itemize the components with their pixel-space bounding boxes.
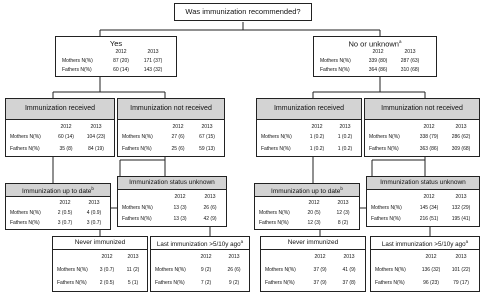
year-2013: 2013 [147,49,159,55]
yes-fathers-2012: 60 (14) [113,67,129,73]
no-received-mothers-2013: 1 (0.2) [337,134,353,140]
fathers-label: Fathers N(%) [261,146,291,152]
no-received-header [256,98,362,120]
mothers-label: Mothers N(%) [122,205,153,211]
yes-received-title: Immunization received [24,105,96,112]
no-fathers-2012: 364 (86) [368,67,388,73]
yes-last-mothers-2013: 26 (6) [227,267,241,273]
yes-status-unknown-fathers-2012: 13 (3) [173,216,187,222]
year-2013: 2013 [455,194,467,200]
yes-never-table [52,249,148,292]
fathers-label: Fathers N(%) [62,67,92,73]
fathers-label: Fathers N(%) [375,280,405,286]
no-never-mothers-2012: 37 (9) [313,267,327,273]
no-status-unknown-header [366,176,480,190]
mothers-label: Mothers N(%) [155,267,186,273]
yes-not-received-header [117,98,225,120]
year-2013: 2013 [201,124,213,130]
yes-received-fathers-2013: 84 (19) [88,146,104,152]
year-2013: 2013 [204,194,216,200]
no-not-received-mothers-2012: 338 (79) [419,134,439,140]
no-up-to-date-fathers-2012: 12 (3) [307,220,321,226]
year-2013: 2013 [90,124,102,130]
yes-status-unknown-title: Immunization status unknown [129,179,215,186]
no-node [313,36,437,77]
mothers-label: Mothers N(%) [261,134,292,140]
mothers-label: Mothers N(%) [259,210,290,216]
yes-up-to-date-mothers-2013: 4 (0.9) [86,210,102,216]
fathers-label: Fathers N(%) [369,146,399,152]
footnote-a: a [465,239,469,244]
no-title [314,39,436,49]
yes-last-table [150,249,250,292]
year-2013: 2013 [127,254,139,260]
no-last-mothers-2013: 101 (22) [451,267,471,273]
yes-never-fathers-2012: 2 (0.5) [99,280,115,286]
fathers-label: Fathers N(%) [155,280,185,286]
no-mothers-2012: 339 (80) [368,58,388,64]
yes-node [55,36,177,77]
no-status-unknown-mothers-2013: 132 (29) [451,205,471,211]
no-not-received-table [364,119,480,157]
no-status-unknown-title: Immunization status unknown [380,179,466,186]
mothers-label: Mothers N(%) [265,267,296,273]
no-last-fathers-2013: 79 (17) [453,280,469,286]
year-2013: 2013 [404,49,416,55]
year-2012: 2012 [423,124,435,130]
yes-last-mothers-2012: 9 (2) [200,267,212,273]
no-never-header [260,236,366,250]
year-2013: 2013 [228,254,240,260]
footnote-b: b [340,186,343,191]
no-never-table [260,249,366,292]
no-last-title [371,239,479,248]
yes-title: Yes [109,39,123,48]
yes-up-to-date-fathers-2013: 3 (0.7) [86,220,102,226]
year-2012: 2012 [101,254,113,260]
no-received-fathers-2013: 1 (0.2) [337,146,353,152]
no-last-table [370,249,480,292]
year-2012: 2012 [60,124,72,130]
no-status-unknown-fathers-2012: 216 (51) [419,216,439,222]
footnote-b: b [91,186,94,191]
fathers-label: Fathers N(%) [57,280,87,286]
no-up-to-date-table [254,196,360,230]
year-2013: 2013 [88,200,100,206]
yes-status-unknown-header [117,176,227,190]
no-last-title-text: Last immunization >5/10y ago [381,241,466,249]
no-never-fathers-2012: 37 (9) [313,280,327,286]
yes-last-title [151,239,249,248]
yes-never-title: Never immunized [74,239,126,246]
no-fathers-2013: 310 (68) [400,67,420,73]
yes-status-unknown-fathers-2013: 42 (9) [203,216,217,222]
yes-received-table [5,119,115,157]
root-question-box [174,3,312,21]
no-up-to-date-fathers-2013: 8 (2) [337,220,349,226]
yes-not-received-fathers-2013: 59 (13) [199,146,215,152]
yes-up-to-date-header [5,183,111,197]
yes-last-header [150,236,250,250]
year-2012: 2012 [423,194,435,200]
no-up-to-date-header [254,183,360,197]
no-not-received-fathers-2012: 363 (86) [419,146,439,152]
no-up-to-date-mothers-2012: 20 (5) [307,210,321,216]
yes-last-fathers-2013: 9 (2) [228,280,240,286]
year-2012: 2012 [308,200,320,206]
no-never-fathers-2013: 37 (8) [342,280,356,286]
no-never-title: Never immunized [287,239,339,246]
no-mothers-2013: 287 (63) [400,58,420,64]
mothers-label: Mothers N(%) [369,134,400,140]
year-2012: 2012 [115,49,127,55]
yes-received-header [5,98,115,120]
year-2013: 2013 [455,254,467,260]
yes-not-received-fathers-2012: 25 (6) [171,146,185,152]
footnote-a: a [398,39,402,44]
year-2012: 2012 [372,49,384,55]
mothers-label: Mothers N(%) [320,58,351,64]
fathers-label: Fathers N(%) [259,220,289,226]
no-up-to-date-title [255,186,359,195]
fathers-label: Fathers N(%) [371,216,401,222]
no-status-unknown-table [366,189,480,227]
no-title-text: No or unknown [348,39,399,49]
yes-never-fathers-2013: 5 (1) [127,280,139,286]
no-not-received-header [364,98,480,120]
yes-up-to-date-fathers-2012: 3 (0.7) [57,220,73,226]
year-2012: 2012 [172,124,184,130]
mothers-label: Mothers N(%) [371,205,402,211]
year-2013: 2013 [455,124,467,130]
yes-not-received-mothers-2012: 27 (6) [171,134,185,140]
no-received-title: Immunization received [273,105,345,112]
yes-status-unknown-mothers-2012: 13 (3) [173,205,187,211]
no-received-fathers-2012: 1 (0.2) [309,146,325,152]
year-2012: 2012 [59,200,71,206]
yes-up-to-date-title-text: Immunization up to date [22,188,92,196]
no-last-mothers-2012: 136 (32) [421,267,441,273]
fathers-label: Fathers N(%) [122,216,152,222]
yes-fathers-2013: 143 (32) [143,67,163,73]
yes-received-mothers-2012: 60 (14) [58,134,74,140]
yes-up-to-date-mothers-2012: 2 (0.5) [57,210,73,216]
yes-received-fathers-2012: 35 (8) [59,146,73,152]
mothers-label: Mothers N(%) [10,210,41,216]
yes-status-unknown-table [117,189,227,227]
yes-mothers-2013: 171 (37) [143,58,163,64]
fathers-label: Fathers N(%) [265,280,295,286]
yes-up-to-date-table [5,196,111,230]
mothers-label: Mothers N(%) [62,58,93,64]
no-received-mothers-2012: 1 (0.2) [309,134,325,140]
fathers-label: Fathers N(%) [320,67,350,73]
yes-received-mothers-2013: 104 (23) [86,134,106,140]
mothers-label: Mothers N(%) [57,267,88,273]
yes-not-received-mothers-2013: 67 (15) [199,134,215,140]
no-last-header [370,236,480,250]
yes-last-fathers-2012: 7 (2) [200,280,212,286]
root-question: Was immunization recommended? [185,7,301,16]
no-never-mothers-2013: 41 (9) [342,267,356,273]
footnote-a: a [240,239,244,244]
yes-never-header [52,236,148,250]
mothers-label: Mothers N(%) [375,267,406,273]
no-up-to-date-mothers-2013: 12 (3) [336,210,350,216]
fathers-label: Fathers N(%) [10,220,40,226]
year-2012: 2012 [200,254,212,260]
yes-never-mothers-2013: 11 (2) [126,267,140,273]
yes-mothers-2012: 87 (20) [113,58,129,64]
no-up-to-date-title-text: Immunization up to date [271,188,341,196]
fathers-label: Fathers N(%) [10,146,40,152]
year-2012: 2012 [314,254,326,260]
no-received-table [256,119,362,157]
fathers-label: Fathers N(%) [122,146,152,152]
yes-up-to-date-title [6,186,110,195]
no-status-unknown-mothers-2012: 145 (34) [419,205,439,211]
yes-not-received-table [117,119,225,157]
no-not-received-title: Immunization not received [381,105,463,112]
year-2012: 2012 [311,124,323,130]
yes-last-title-text: Last immunization >5/10y ago [156,241,241,249]
yes-never-mothers-2012: 3 (0.7) [99,267,115,273]
year-2012: 2012 [425,254,437,260]
year-2013: 2013 [343,254,355,260]
no-not-received-mothers-2013: 286 (62) [451,134,471,140]
no-not-received-fathers-2013: 309 (68) [451,146,471,152]
mothers-label: Mothers N(%) [10,134,41,140]
no-status-unknown-fathers-2013: 195 (41) [451,216,471,222]
yes-not-received-title: Immunization not received [130,105,212,112]
year-2012: 2012 [174,194,186,200]
mothers-label: Mothers N(%) [122,134,153,140]
year-2013: 2013 [337,200,349,206]
year-2013: 2013 [339,124,351,130]
yes-status-unknown-mothers-2013: 26 (6) [203,205,217,211]
no-last-fathers-2012: 96 (23) [423,280,439,286]
